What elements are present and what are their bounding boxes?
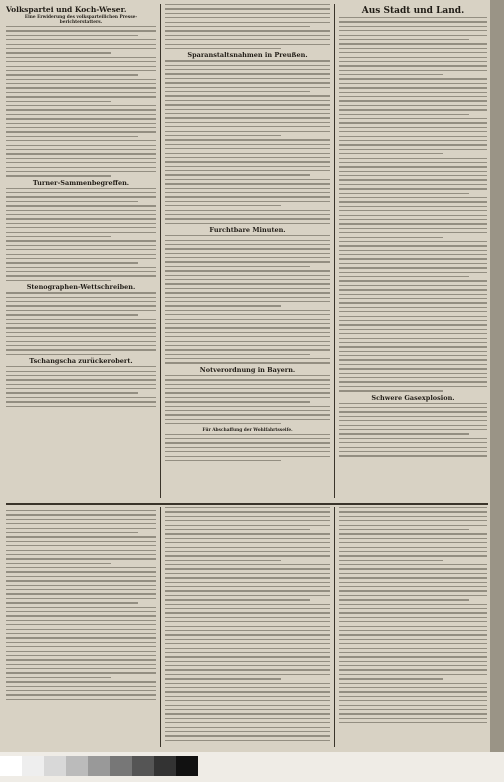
- serial-column-3: [339, 507, 487, 749]
- headline-sparmassnahmen: Sparanstaltsnahmen in Preußen.: [187, 51, 308, 60]
- article-text: [165, 434, 330, 462]
- swatch: [22, 756, 44, 776]
- swatch: [88, 756, 110, 776]
- headline-turner: Turner-Sammenbegreffen.: [32, 178, 130, 187]
- column-2: [165, 4, 330, 502]
- swatch: [132, 756, 154, 776]
- subheadline-volkspartei: Eine Erwiderung des volksparteilichen Presse-berichterstatters.: [24, 15, 138, 25]
- article-text: [165, 60, 330, 224]
- swatch: [0, 756, 22, 776]
- headline-furchtbare-minuten: Furchtbare Minuten.: [209, 226, 286, 235]
- swatch: [44, 756, 66, 776]
- column-3: [339, 4, 487, 502]
- headline-stenographen: Stenographen-Wettschreiben.: [26, 283, 136, 292]
- article-text: [165, 4, 330, 49]
- column-rule: [334, 4, 335, 498]
- column-rule: [160, 507, 161, 747]
- article-text: [6, 26, 156, 177]
- article-text: [6, 366, 156, 407]
- serial-column-1: [6, 507, 156, 749]
- article-text: [6, 188, 156, 282]
- column-rule: [334, 507, 335, 747]
- swatch: [176, 756, 198, 776]
- article-text: [165, 235, 330, 364]
- article-text: [6, 292, 156, 355]
- headline-volkspartei: Volkspartei und Koch-Weser.: [6, 5, 127, 14]
- serial-text: [339, 507, 487, 723]
- column-rule: [160, 4, 161, 498]
- color-calibration-strip: [0, 752, 504, 782]
- headline-tschangscha: Tschangscha zurückerobert.: [29, 357, 133, 366]
- page-edge: [490, 0, 504, 782]
- article-text: [339, 17, 487, 392]
- serial-column-2: [165, 507, 330, 749]
- section-rule: [6, 503, 488, 505]
- swatch: [66, 756, 88, 776]
- serial-text: [6, 510, 156, 700]
- headline-wohlfahrtsseife: Für Abschaffung der Wohlfahrtsseife.: [202, 427, 293, 433]
- article-text: [165, 375, 330, 425]
- column-1: [6, 4, 156, 502]
- headline-aus-stadt-und-land: Aus Stadt und Land.: [361, 6, 465, 16]
- article-text: [339, 403, 487, 457]
- serial-text: [165, 507, 330, 741]
- swatch: [154, 756, 176, 776]
- headline-notverordnung: Notverordnung in Bayern.: [199, 365, 296, 374]
- swatch: [110, 756, 132, 776]
- headline-gasexplosion: Schwere Gasexplosion.: [371, 393, 455, 402]
